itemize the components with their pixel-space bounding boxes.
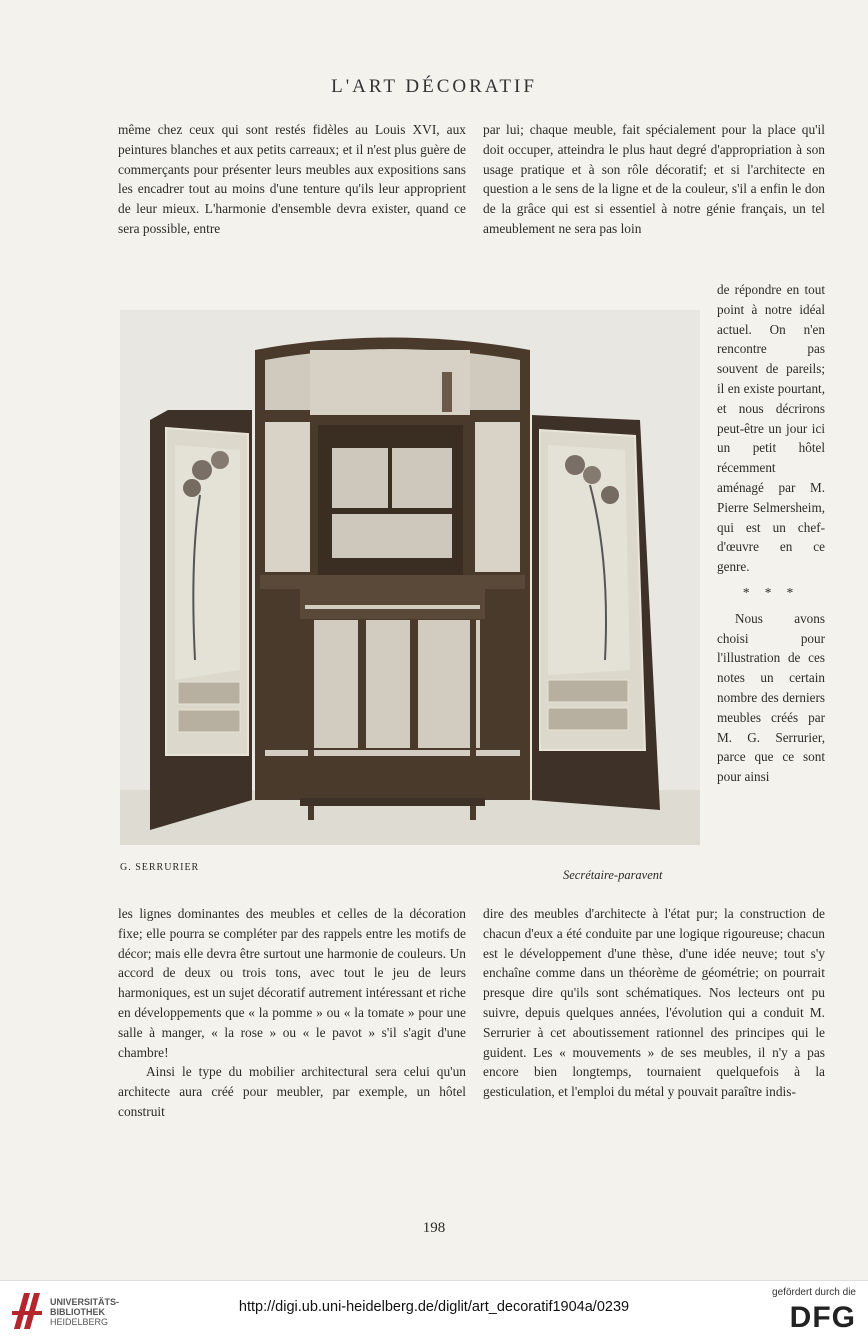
text-column-right-top <box>483 120 825 239</box>
running-header: L'ART DÉCORATIF <box>331 76 537 97</box>
paragraph: même chez ceux qui sont restés fidèles au Louis XVI, aux peintures blanches et aux petits carreaux; et il n'est plus guère de commerçants pour présenter leurs meubles aux expositions sans les encadrer tout au moins d'une tenture qu'ils leur approprient de leur mieux. L'harmonie d'ensemble devra exister, quand ce sera possible, entre <box>118 122 466 236</box>
text-column-right-bottom <box>483 904 825 1102</box>
paragraph: par lui; chaque meuble, fait spécialement pour la place qu'il doit occuper, atteindra le plus haut degré d'appropriation à son usage pratique et à son rôle décoratif; et si l'architecte en question a le sens de la ligne et de la couleur, s'il a enfin le don de la grâce qui est si essentiel à notre génie français, un tel ameublement ne sera pas loin <box>483 122 825 236</box>
text-column-left-top <box>118 120 466 239</box>
secretaire-paravent-figure <box>120 310 700 845</box>
figure-caption-title: Secrétaire-paravent <box>563 868 663 882</box>
paragraph: dire des meubles d'architecte à l'état pur; la construction de chacun d'eux a été conduite par une logique rigoureuse; chacun est le développement d'une thèse, d'une idée neuve; tout s'y enchaîne comme dans un théorème de géométrie; on pourrait presque dire qu'ils sont schématiques. Nos lecteurs ont pu suivre, depuis quelques années, l'évolution qui a conduit M. Serrurier à cet aboutissement rationnel des principes qui le guident. Les « mouvements » de ses meubles, il n'y a pas encore bien longtemps, tournaient quelquefois à la gesticulation, et l'emploi du métal y pouvait paraître indis- <box>483 906 825 1100</box>
text-column-narrow <box>717 280 825 787</box>
library-name-line: HEIDELBERG <box>50 1317 109 1327</box>
paragraph: Ainsi le type du mobilier architectural sera celui qu'un architecte aura créé pour meubler, par exemple, un hôtel construit <box>118 1064 466 1119</box>
library-name-line: BIBLIOTHEK <box>50 1307 105 1317</box>
page-number: 198 <box>422 1220 446 1236</box>
furniture-illustration <box>120 310 700 845</box>
viewer-footer <box>0 1280 868 1342</box>
paragraph: les lignes dominantes des meubles et celles de la décoration fixe; elle pourra se compléter par des rappels entre les motifs de décor; mais elle devra être surtout une harmonie de couleurs. Un accord de deux ou trois tons, avec tout le jeu de leurs harmoniques, est un sujet décoratif autrement intéressant et riche en développements que « la pomme » ou « la tomate » pour une salle à manger, « la rose » ou « le pavot » s'il s'agit d'une chambre! <box>118 906 466 1060</box>
section-separator: * * * <box>742 584 800 600</box>
paragraph: de répondre en tout point à notre idéal actuel. On n'en rencontre pas souvent de pareils; il en existe pourtant, et nous décrirons peut-être un jour ici un petit hôtel récemment aménagé par M. Pierre Selmersheim, qui est un chef-d'œuvre en ce genre. <box>717 282 825 575</box>
funder-label: gefördert durch die <box>772 1287 856 1298</box>
paragraph: Nous avons choisi pour l'illustration de ces notes un certain nombre des derniers meubles créés par M. G. Serrurier, parce que ce sont pour ainsi <box>717 610 825 785</box>
text-column-left-bottom <box>118 904 466 1122</box>
dfg-logo: DFG <box>789 1301 856 1334</box>
permalink-url[interactable]: http://digi.ub.uni-heidelberg.de/diglit/art_decoratif1904a/0239 <box>238 1299 630 1315</box>
library-name-line: UNIVERSITÄTS- <box>50 1297 120 1307</box>
figure-caption-author: G. SERRURIER <box>120 862 200 873</box>
